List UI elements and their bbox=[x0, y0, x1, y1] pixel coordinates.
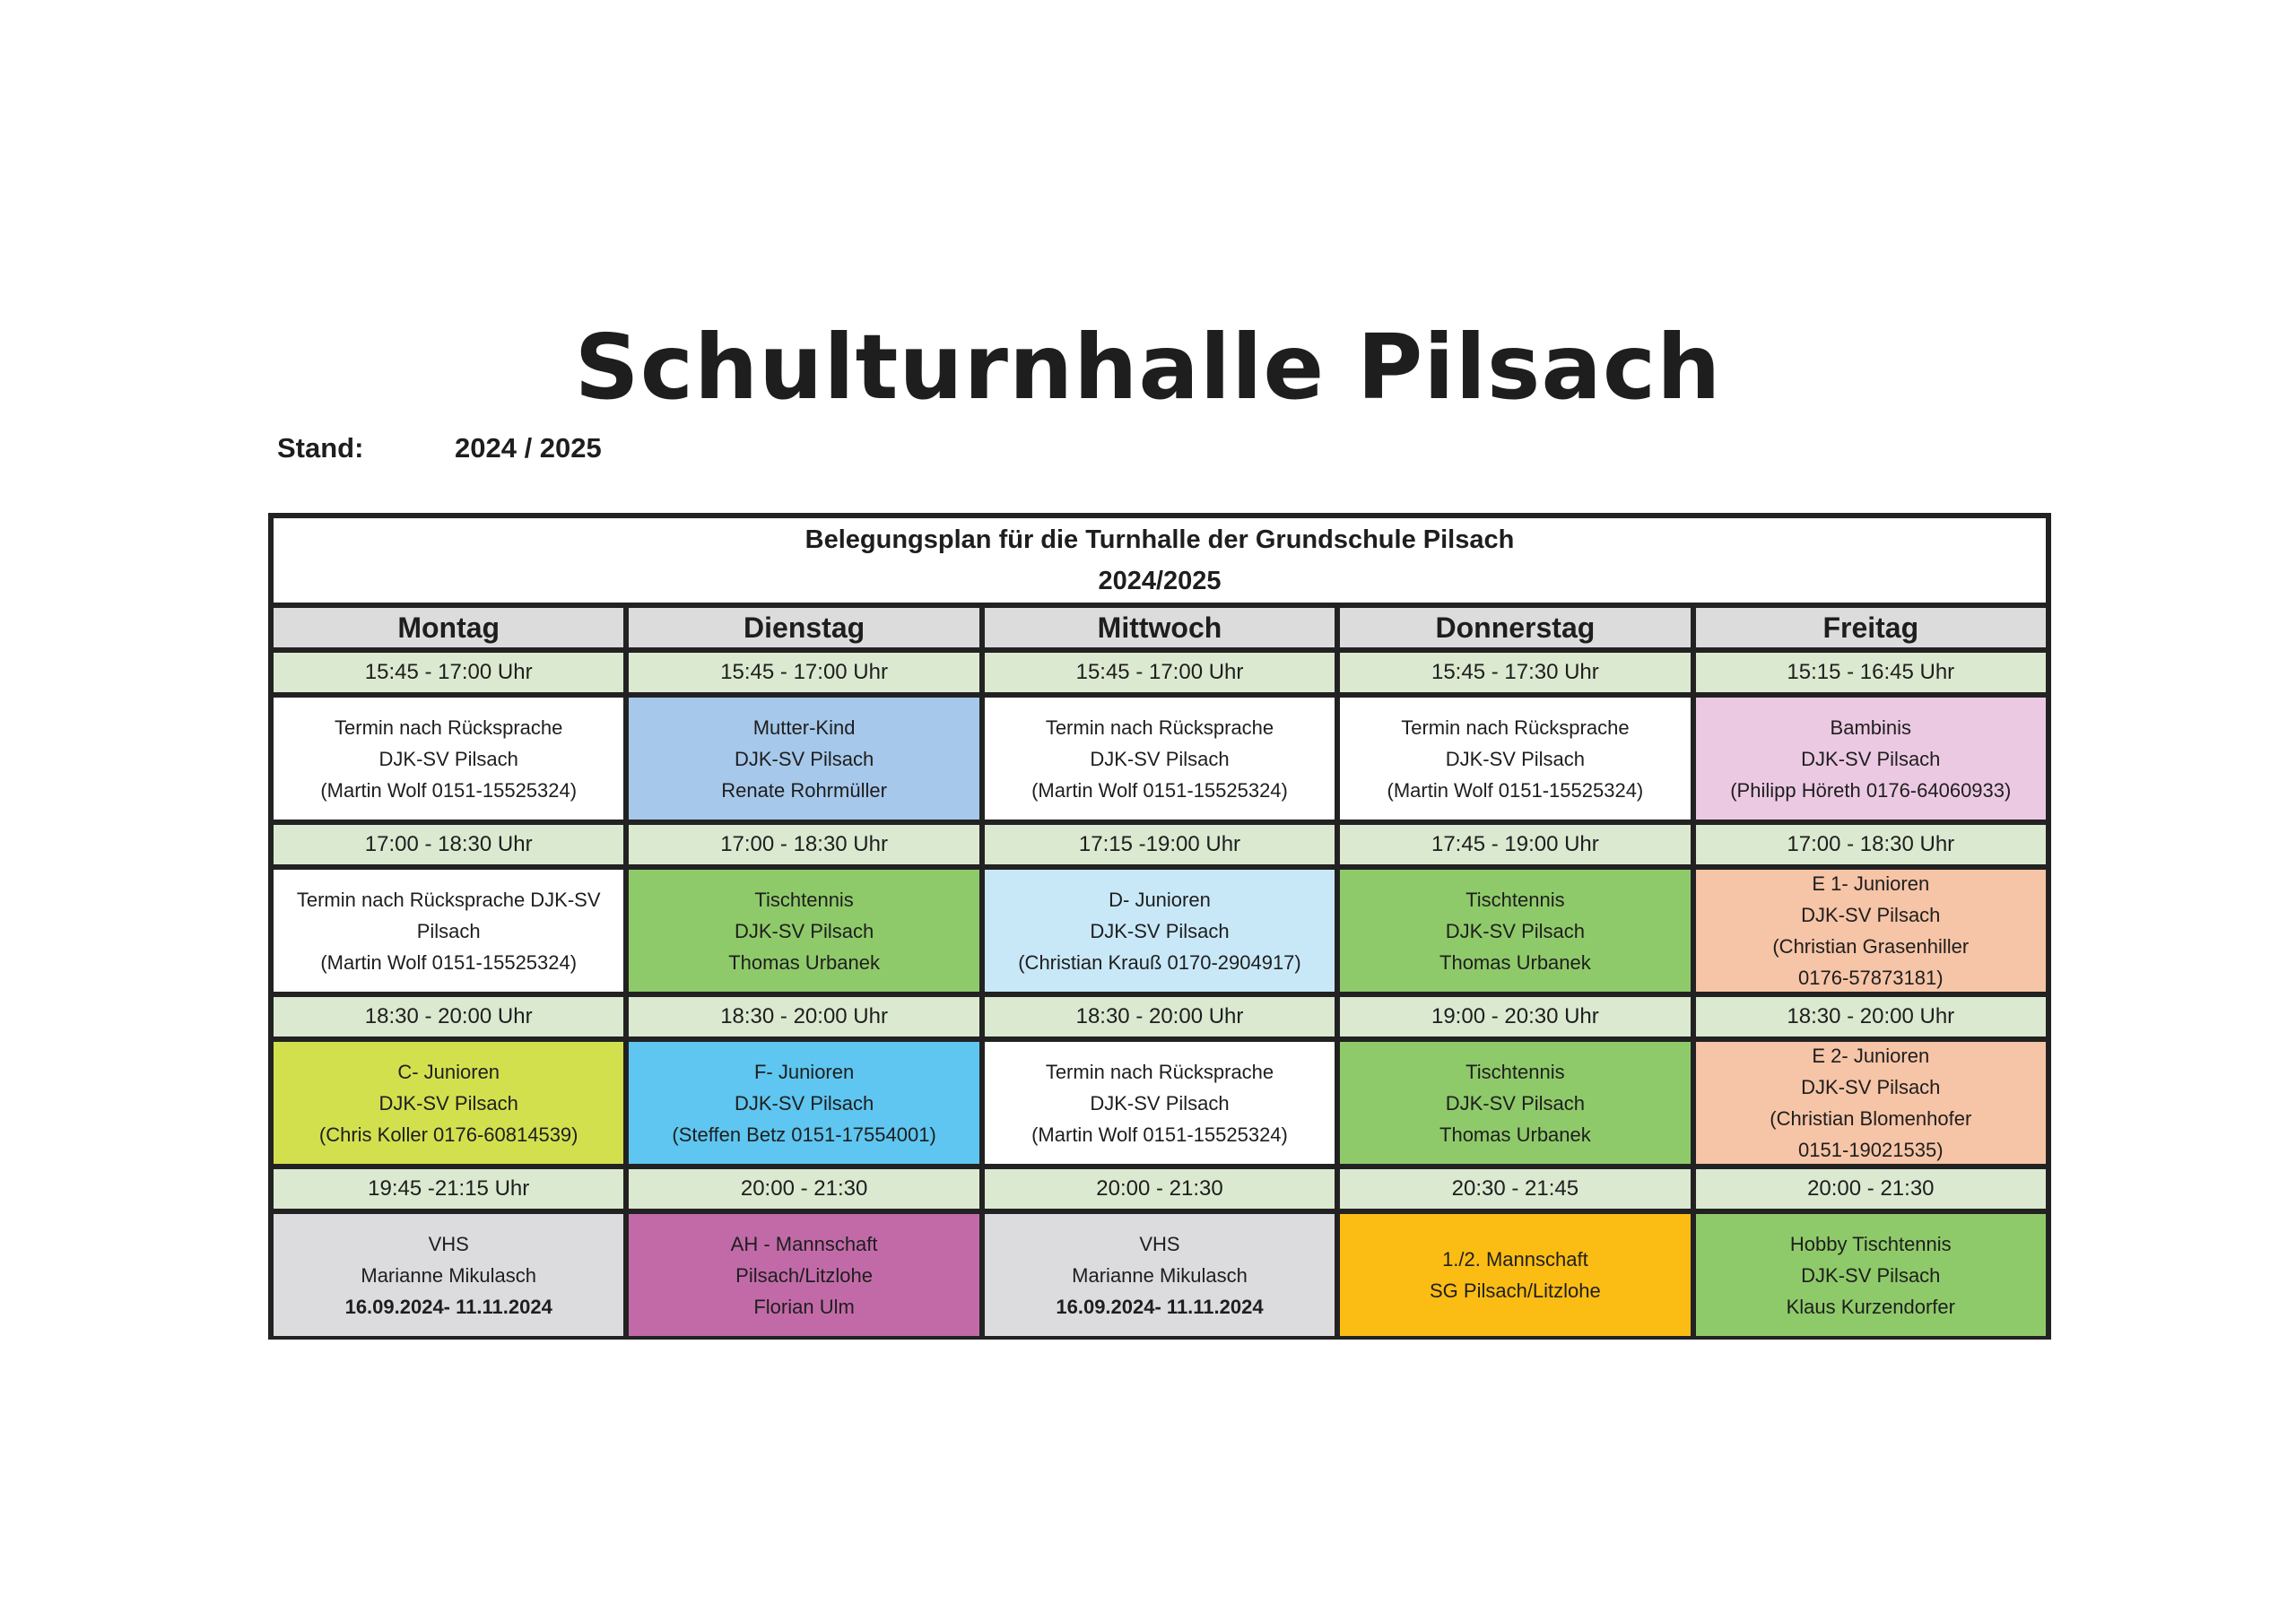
booking-line: DJK-SV Pilsach bbox=[1445, 747, 1586, 770]
booking-cell bbox=[1696, 1042, 2046, 1164]
booking-line: Tischtennis bbox=[1465, 1060, 1565, 1083]
booking-line: DJK-SV Pilsach bbox=[734, 747, 874, 770]
time-slot: 17:15 -19:00 Uhr bbox=[985, 825, 1335, 864]
booking-line: DJK-SV Pilsach bbox=[1801, 904, 1941, 926]
booking-cell bbox=[274, 870, 623, 992]
booking-line: Florian Ulm bbox=[753, 1295, 855, 1318]
time-slot: 18:30 - 20:00 Uhr bbox=[1696, 997, 2046, 1037]
time-slot: 15:15 - 16:45 Uhr bbox=[1696, 653, 2046, 692]
time-slot: 18:30 - 20:00 Uhr bbox=[274, 997, 623, 1037]
booking-line: Termin nach Rücksprache bbox=[1401, 716, 1630, 739]
booking-line: Hobby Tischtennis bbox=[1789, 1232, 1952, 1255]
booking-cell bbox=[1696, 698, 2046, 820]
booking-cell bbox=[985, 1214, 1335, 1336]
booking-line: (Steffen Betz 0151-17554001) bbox=[672, 1123, 936, 1146]
booking-cell bbox=[1696, 870, 2046, 992]
booking-line: DJK-SV Pilsach bbox=[378, 747, 518, 770]
booking-cell bbox=[985, 870, 1335, 992]
day-header: Dienstag bbox=[629, 608, 978, 647]
booking-line: AH - Mannschaft bbox=[730, 1232, 878, 1255]
booking-cell bbox=[274, 1214, 623, 1336]
day-header: Freitag bbox=[1696, 608, 2046, 647]
day-header: Montag bbox=[274, 608, 623, 647]
booking-line: (Christian Grasenhiller bbox=[1772, 935, 1970, 958]
booking-line: DJK-SV Pilsach bbox=[1445, 919, 1586, 942]
time-slot: 20:00 - 21:30 bbox=[629, 1169, 978, 1209]
stand-value: 2024 / 2025 bbox=[455, 432, 602, 464]
booking-cell bbox=[629, 870, 978, 992]
time-slot: 15:45 - 17:30 Uhr bbox=[1340, 653, 1690, 692]
booking-line: (Martin Wolf 0151-15525324) bbox=[320, 778, 578, 802]
day-header: Donnerstag bbox=[1340, 608, 1690, 647]
booking-line: DJK-SV Pilsach bbox=[734, 1091, 874, 1115]
booking-line: DJK-SV Pilsach bbox=[378, 1091, 518, 1115]
booking-cell bbox=[1340, 870, 1690, 992]
booking-line: E 1- Junioren bbox=[1812, 872, 1930, 895]
booking-line: VHS bbox=[428, 1232, 469, 1255]
booking-line: DJK-SV Pilsach bbox=[1090, 919, 1230, 942]
booking-line: (Martin Wolf 0151-15525324) bbox=[320, 950, 578, 974]
booking-line: C- Junioren bbox=[397, 1060, 500, 1083]
booking-cell bbox=[629, 1214, 978, 1336]
booking-line: Tischtennis bbox=[1465, 888, 1565, 911]
time-slot: 17:00 - 18:30 Uhr bbox=[274, 825, 623, 864]
booking-line: (Martin Wolf 0151-15525324) bbox=[1387, 778, 1644, 802]
time-slot: 20:00 - 21:30 bbox=[1696, 1169, 2046, 1209]
schedule-heading-line2: 2024/2025 bbox=[1098, 567, 1222, 595]
booking-line: Termin nach Rücksprache bbox=[1045, 716, 1274, 739]
booking-line: Thomas Urbanek bbox=[1439, 1123, 1591, 1146]
booking-cell bbox=[985, 1042, 1335, 1164]
booking-cell bbox=[1696, 1214, 2046, 1336]
time-slot: 19:45 -21:15 Uhr bbox=[274, 1169, 623, 1209]
booking-cell bbox=[274, 1042, 623, 1164]
booking-line: DJK-SV Pilsach bbox=[1801, 1263, 1941, 1287]
page-title: Schulturnhalle Pilsach bbox=[574, 315, 1722, 420]
time-slot: 17:00 - 18:30 Uhr bbox=[1696, 825, 2046, 864]
booking-line: Pilsach/Litzlohe bbox=[735, 1263, 874, 1287]
booking-line: 16.09.2024- 11.11.2024 bbox=[344, 1295, 552, 1318]
time-slot: 17:00 - 18:30 Uhr bbox=[629, 825, 978, 864]
booking-line: Bambinis bbox=[1830, 716, 1912, 739]
time-slot: 17:45 - 19:00 Uhr bbox=[1340, 825, 1690, 864]
time-slot: 15:45 - 17:00 Uhr bbox=[274, 653, 623, 692]
schedule-heading-line1: Belegungsplan für die Turnhalle der Grundschule Pilsach bbox=[804, 525, 1515, 554]
stand-label: Stand: bbox=[277, 432, 364, 464]
day-header: Mittwoch bbox=[985, 608, 1335, 647]
booking-line: F- Junioren bbox=[753, 1060, 855, 1083]
time-slot: 20:30 - 21:45 bbox=[1340, 1169, 1690, 1209]
booking-cell bbox=[1340, 1042, 1690, 1164]
booking-cell bbox=[985, 698, 1335, 820]
booking-line: D- Junioren bbox=[1109, 888, 1211, 911]
booking-cell bbox=[1340, 1214, 1690, 1336]
booking-line: Marianne Mikulasch bbox=[1072, 1263, 1248, 1287]
booking-line: Termin nach Rücksprache bbox=[1045, 1060, 1274, 1083]
booking-line: Mutter-Kind bbox=[752, 716, 856, 739]
booking-line: (Chris Koller 0176-60814539) bbox=[318, 1123, 578, 1146]
booking-line: (Martin Wolf 0151-15525324) bbox=[1031, 778, 1288, 802]
time-slot: 19:00 - 20:30 Uhr bbox=[1340, 997, 1690, 1037]
time-slot: 18:30 - 20:00 Uhr bbox=[985, 997, 1335, 1037]
booking-line: (Philipp Höreth 0176-64060933) bbox=[1730, 778, 2012, 802]
booking-line: Termin nach Rücksprache bbox=[335, 716, 563, 739]
time-slot: 15:45 - 17:00 Uhr bbox=[985, 653, 1335, 692]
booking-cell bbox=[629, 1042, 978, 1164]
booking-line: Marianne Mikulasch bbox=[361, 1263, 537, 1287]
schedule-table bbox=[268, 513, 2051, 1340]
booking-line: (Martin Wolf 0151-15525324) bbox=[1031, 1123, 1288, 1146]
booking-line: (Christian Krauß 0170-2904917) bbox=[1018, 950, 1301, 974]
booking-cell bbox=[629, 698, 978, 820]
booking-line: (Christian Blomenhofer bbox=[1770, 1107, 1972, 1130]
booking-cell bbox=[1340, 698, 1690, 820]
booking-line: DJK-SV Pilsach bbox=[1445, 1091, 1586, 1115]
booking-line: 16.09.2024- 11.11.2024 bbox=[1056, 1295, 1264, 1318]
booking-line: E 2- Junioren bbox=[1812, 1045, 1930, 1067]
time-slot: 20:00 - 21:30 bbox=[985, 1169, 1335, 1209]
time-slot: 18:30 - 20:00 Uhr bbox=[629, 997, 978, 1037]
booking-cell bbox=[274, 698, 623, 820]
booking-line: Termin nach Rücksprache DJK-SV bbox=[296, 888, 601, 911]
booking-line: DJK-SV Pilsach bbox=[1090, 747, 1230, 770]
booking-line: 0176-57873181) bbox=[1798, 967, 1944, 989]
schedule-heading bbox=[274, 518, 2046, 603]
booking-line: DJK-SV Pilsach bbox=[734, 919, 874, 942]
booking-line: Thomas Urbanek bbox=[1439, 950, 1591, 974]
booking-line: DJK-SV Pilsach bbox=[1801, 1076, 1941, 1098]
booking-line: DJK-SV Pilsach bbox=[1090, 1091, 1230, 1115]
booking-line: Pilsach bbox=[416, 919, 481, 942]
booking-line: Renate Rohrmüller bbox=[721, 778, 887, 802]
booking-line: 1./2. Mannschaft bbox=[1442, 1248, 1588, 1271]
booking-line: Tischtennis bbox=[754, 888, 854, 911]
booking-line: DJK-SV Pilsach bbox=[1801, 747, 1941, 770]
booking-line: Klaus Kurzendorfer bbox=[1786, 1295, 1955, 1318]
booking-line: SG Pilsach/Litzlohe bbox=[1430, 1279, 1601, 1302]
booking-line: Thomas Urbanek bbox=[728, 950, 880, 974]
time-slot: 15:45 - 17:00 Uhr bbox=[629, 653, 978, 692]
booking-line: VHS bbox=[1139, 1232, 1180, 1255]
booking-line: 0151-19021535) bbox=[1798, 1139, 1944, 1161]
